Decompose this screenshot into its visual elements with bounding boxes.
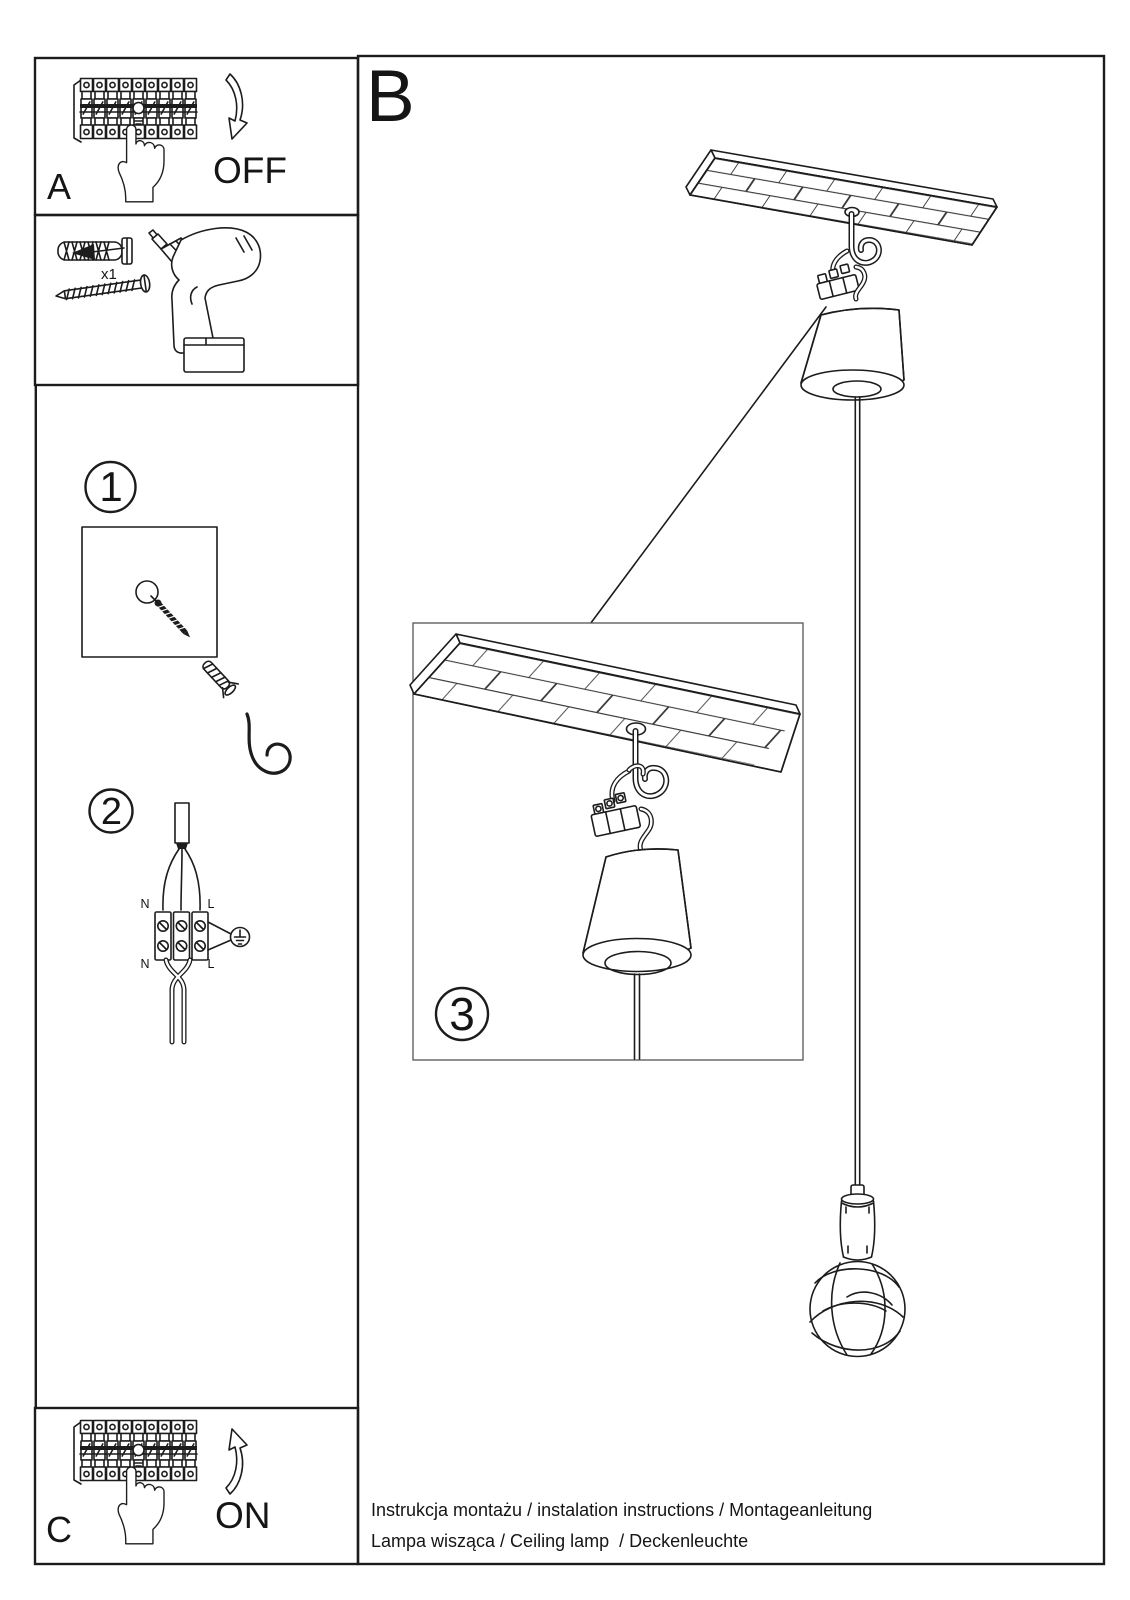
panel-b-label: B <box>366 56 415 137</box>
panel-c-caption-on: ON <box>215 1495 271 1536</box>
wire-right <box>185 849 200 910</box>
canopy <box>801 308 904 400</box>
step1-number: 1 <box>99 463 123 510</box>
anchor-exploded <box>198 656 240 699</box>
wiring-label-l-bottom: L <box>207 957 215 971</box>
ceiling-hook <box>247 714 290 773</box>
screw-exploded <box>153 598 193 640</box>
power-cable-sheath <box>175 803 189 843</box>
pendant-cable <box>855 397 859 1186</box>
step2-number: 2 <box>100 790 123 833</box>
panel-c-label: C <box>46 1509 72 1550</box>
panel-a-label: A <box>47 166 72 207</box>
wiring-label-l-top: L <box>207 897 215 911</box>
curved-arrow-up-icon <box>226 1429 247 1494</box>
wall-plug-anchor-illustration <box>58 238 132 264</box>
wiring-label-n-top: N <box>140 897 150 911</box>
curved-arrow-down-icon <box>226 74 247 139</box>
earth-symbol <box>231 928 250 947</box>
cordless-drill-illustration <box>149 228 260 372</box>
globe-bulb <box>810 1262 905 1357</box>
terminal-connector <box>814 263 860 300</box>
lamp-holder <box>840 1185 875 1260</box>
footer-line1: Instrukcja montażu / instalation instructions / Montageanleitung <box>371 1500 873 1520</box>
ceiling-slab <box>686 150 997 245</box>
panel-a-caption-off: OFF <box>213 150 287 191</box>
wire-left <box>163 849 179 910</box>
wiring-label-n-bottom: N <box>140 957 150 971</box>
detail-leader-line <box>591 307 827 624</box>
wire-mid <box>181 849 182 910</box>
anchor-count-label: x1 <box>101 266 117 283</box>
step3-number: 3 <box>449 988 475 1040</box>
terminal-block <box>155 912 208 960</box>
footer-line2: Lampa wisząca / Ceiling lamp / Deckenleuchte <box>371 1531 749 1551</box>
